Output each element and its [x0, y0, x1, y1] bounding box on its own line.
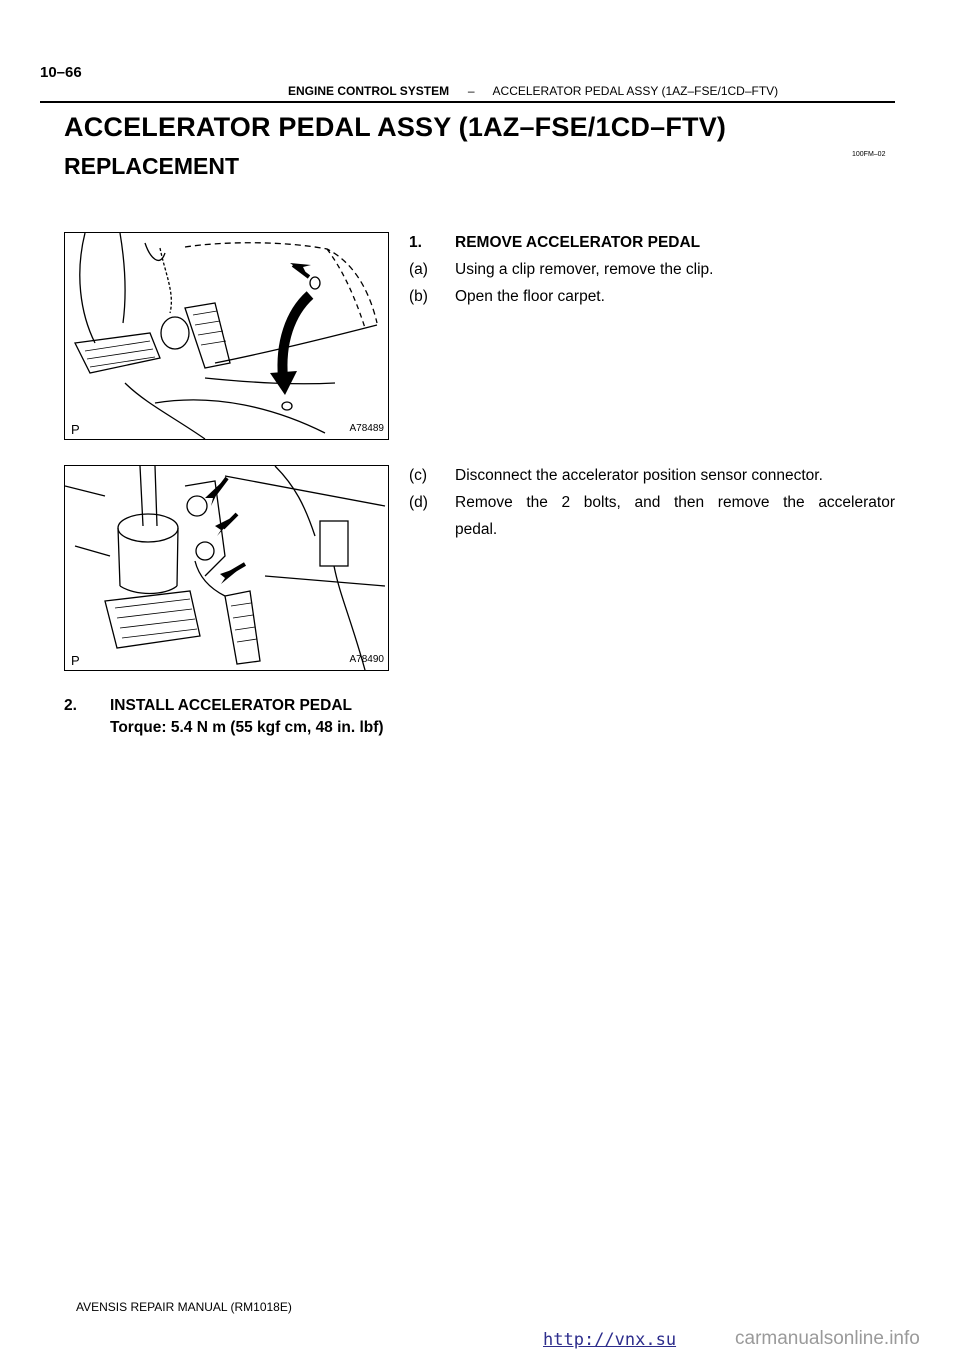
torque-spec: Torque: 5.4 N m (55 kgf cm, 48 in. lbf) [110, 719, 384, 736]
step-number: (a) [409, 261, 428, 278]
header-rule [40, 101, 895, 103]
step-text: Open the floor carpet. [455, 288, 605, 305]
step-1-heading [409, 234, 700, 252]
step-text: REMOVE ACCELERATOR PEDAL [455, 234, 701, 251]
step-number: (c) [409, 467, 428, 484]
figure-carpet-clip [64, 232, 389, 440]
header-section: ACCELERATOR PEDAL ASSY (1AZ–FSE/1CD–FTV) [492, 84, 779, 98]
step-number: (b) [409, 288, 428, 305]
figure-corner-mark: P [71, 653, 80, 668]
step-text: INSTALL ACCELERATOR PEDAL [110, 697, 352, 714]
document-code: 100FM–02 [852, 151, 886, 158]
step-b [409, 288, 605, 306]
figure-id: A78490 [349, 654, 384, 665]
step-d-continuation: pedal. [455, 521, 498, 538]
footer-manual-name: AVENSIS REPAIR MANUAL (RM1018E) [76, 1300, 292, 1314]
step-2-heading [64, 697, 352, 715]
step-text: Using a clip remover, remove the clip. [455, 261, 714, 278]
step-number: (d) [409, 494, 428, 511]
header-separator: – [467, 84, 475, 98]
step-text: Disconnect the accelerator position sensor connector. [455, 467, 823, 484]
page-subtitle: REPLACEMENT [64, 153, 240, 179]
figure-corner-mark: P [71, 422, 80, 437]
pedal-bolts-illustration [65, 466, 388, 670]
watermark-link[interactable]: http://vnx.su [543, 1330, 677, 1350]
step-a [409, 261, 713, 279]
site-watermark: carmanualsonline.info [735, 1328, 920, 1349]
page-title: ACCELERATOR PEDAL ASSY (1AZ–FSE/1CD–FTV) [64, 112, 727, 142]
page-number: 10–66 [40, 64, 82, 81]
step-number: 1. [409, 234, 422, 251]
running-header [288, 84, 778, 98]
step-number: 2. [64, 697, 77, 714]
step-text: Remove the 2 bolts, and then remove the accelerator [455, 494, 895, 511]
figure-id: A78489 [349, 423, 384, 434]
figure-pedal-bolts [64, 465, 389, 671]
header-system: ENGINE CONTROL SYSTEM [288, 84, 450, 98]
carpet-clip-illustration [65, 233, 388, 439]
step-c [409, 467, 823, 485]
